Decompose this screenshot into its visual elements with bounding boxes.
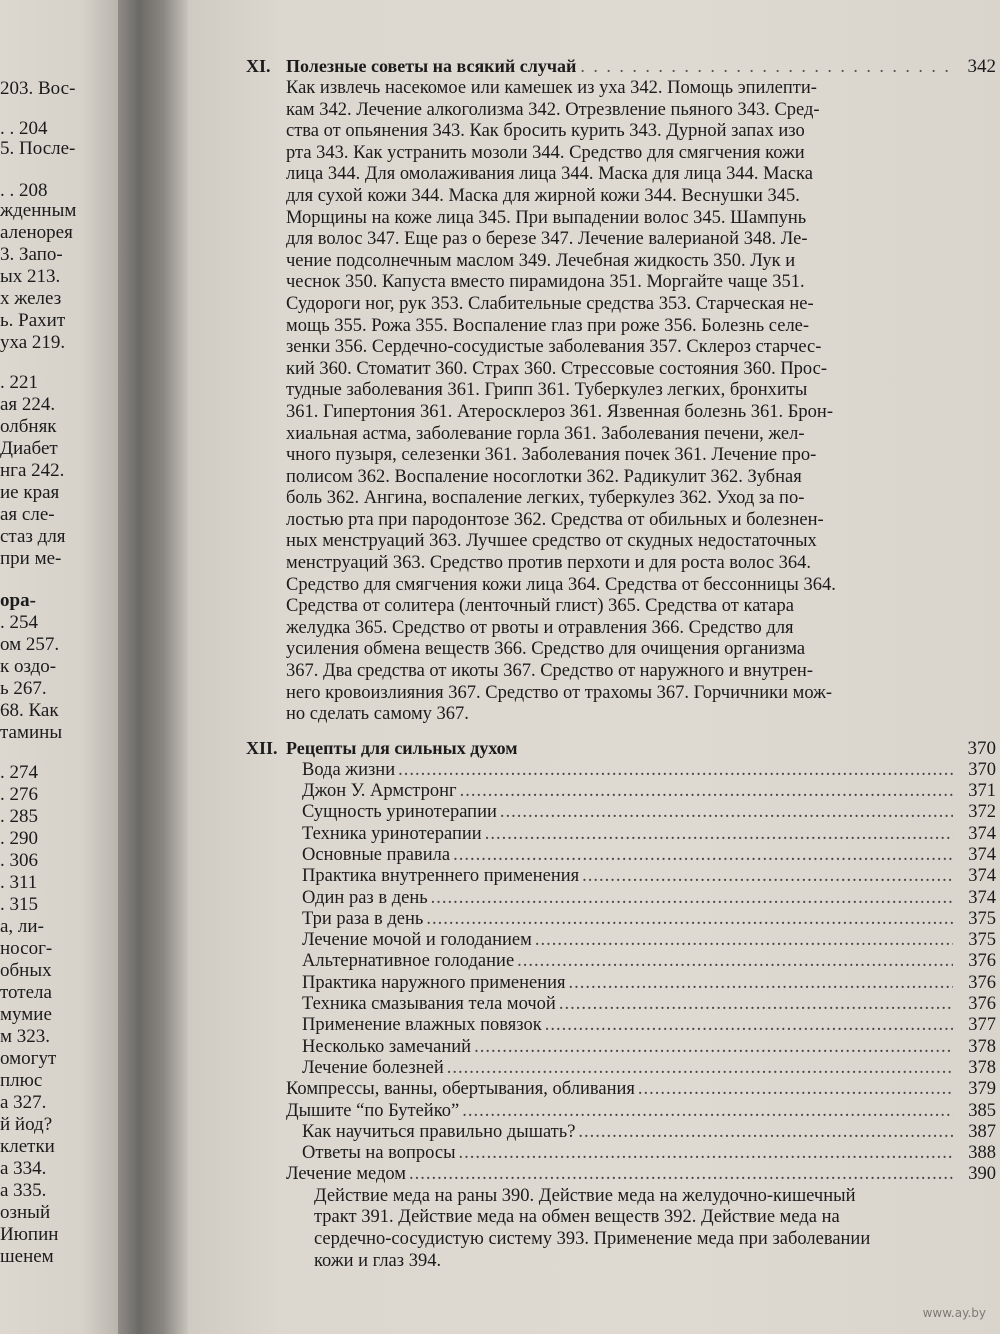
toc-entry[interactable] xyxy=(246,1101,996,1122)
left-page-fragment: ая сле- xyxy=(0,504,55,525)
chapter-xii-entries xyxy=(246,760,996,1186)
toc-entry-title: Компрессы, ванны, обертывания, обливания xyxy=(286,1079,635,1100)
left-page-fragment: ие края xyxy=(0,482,60,503)
left-page-fragment: жденным xyxy=(0,200,77,221)
left-page-fragment: . . 204 xyxy=(0,118,48,139)
toc-entry-page: 370 xyxy=(968,759,996,780)
toc-entry-page: 374 xyxy=(968,823,996,844)
toc-entry-page: 375 xyxy=(968,908,996,929)
leader-dots xyxy=(559,994,953,1015)
toc-entry-title: Альтернативное голодание xyxy=(302,951,515,972)
leader-dots xyxy=(453,845,953,866)
toc-entry-page: 378 xyxy=(968,1057,996,1078)
chapter-title: Полезные советы на всякий случай xyxy=(286,56,577,76)
left-page-fragment: ь 267. xyxy=(0,678,47,699)
left-page-fragment: 3. Запо- xyxy=(0,244,63,265)
toc-entry-title: Один раз в день xyxy=(302,887,428,908)
leader-dots xyxy=(500,802,953,823)
leader-dots xyxy=(569,973,953,994)
toc-entry[interactable] xyxy=(246,951,996,972)
toc-entry-page: 374 xyxy=(968,887,996,908)
chapter-xi-entries xyxy=(286,78,996,726)
toc-text-line: Средства от солитера (ленточный глист) 365. Средства от катара xyxy=(286,596,794,617)
leader-dots xyxy=(582,866,953,887)
toc-text-line: желудка 365. Средство от рвоты и отравления 366. Средство для xyxy=(286,617,794,638)
toc-entry-page: 376 xyxy=(968,994,996,1015)
leader-dots xyxy=(517,951,953,972)
toc-entry-title: Три раза в день xyxy=(302,908,424,929)
toc-text-line: боль 362. Ангина, воспаление легких, туберкулез 362. Уход за по- xyxy=(286,488,805,509)
toc-entry-title: Несколько замечаний xyxy=(302,1036,472,1057)
toc-entry[interactable] xyxy=(246,909,996,930)
chapter-number: XII. xyxy=(246,737,278,758)
watermark: www.ay.by xyxy=(922,1306,986,1320)
chapter-page: 370 xyxy=(967,737,996,759)
toc-text-line: Как извлечь насекомое или камешек из уха 342. Помощь эпилепти- xyxy=(286,78,817,98)
toc-entry[interactable] xyxy=(246,1164,996,1185)
toc-entry-page: 371 xyxy=(968,781,996,802)
leader-dots xyxy=(462,1101,953,1122)
left-page-fragment: Диабет xyxy=(0,438,58,459)
left-page-fragment: х желез xyxy=(0,288,62,309)
toc-entry-page: 390 xyxy=(968,1164,996,1185)
toc-entry-page: 374 xyxy=(968,845,996,865)
toc-entry-title: Как научиться правильно дышать? xyxy=(302,1121,576,1142)
toc-entry-title: Основные правила xyxy=(302,845,451,865)
left-page-fragment: озный xyxy=(0,1202,51,1223)
toc-text-line: Морщины на коже лица 345. При выпадении волос 345. Шампунь xyxy=(286,207,807,228)
toc-text-line: ства от опьянения 343. Как бросить курить 343. Дурной запах изо xyxy=(286,121,805,142)
left-page-fragment: . 290 xyxy=(0,828,38,849)
left-page-fragment: олбняк xyxy=(0,416,57,437)
toc-text-line: полисом 362. Воспаление носоглотки 362. Радикулит 362. Зубная xyxy=(286,466,802,487)
left-page-fragment: уха 219. xyxy=(0,332,66,353)
toc-text-line: чеснок 350. Капуста вместо пирамидона 351. Моргайте чаще 351. xyxy=(286,272,805,293)
toc-text-line: кий 360. Стоматит 360. Страх 360. Стрессовые состояния 360. Прос- xyxy=(286,358,828,379)
left-page-fragment: 5. После- xyxy=(0,138,76,159)
toc-entry-page: 374 xyxy=(968,866,996,887)
left-page-fragment: . 311 xyxy=(0,872,38,893)
left-page-fragment: ая 224. xyxy=(0,394,56,415)
toc-entry[interactable] xyxy=(246,781,996,802)
toc-entry[interactable] xyxy=(246,1037,996,1058)
leader-dots xyxy=(580,56,952,77)
left-page-fragment: 68. Как xyxy=(0,700,59,721)
toc-entry-title: Дышите “по Бутейко” xyxy=(286,1100,460,1121)
toc-entry-title: Вода жизни xyxy=(302,759,396,780)
toc-entry-page: 375 xyxy=(968,930,996,951)
toc-text-line: чение подсолнечным маслом 349. Лечебная жидкость 350. Лук и xyxy=(286,250,796,271)
toc-entry-page: 377 xyxy=(968,1015,996,1036)
toc-entry[interactable] xyxy=(246,994,996,1015)
left-page-fragment: . 221 xyxy=(0,372,38,393)
left-page-fragment: 203. Вос- xyxy=(0,78,76,99)
toc-entry[interactable] xyxy=(246,824,996,845)
left-page-fragment: . 274 xyxy=(0,762,38,783)
left-page-fragment: стаз для xyxy=(0,526,66,547)
left-page-fragment: а 335. xyxy=(0,1180,47,1201)
toc-entry[interactable] xyxy=(246,930,996,951)
toc-entry-title: Сущность уринотерапии xyxy=(302,802,497,823)
left-page-fragment: . 276 xyxy=(0,784,38,805)
left-page-fragment: а 327. xyxy=(0,1092,47,1113)
leader-dots xyxy=(474,1037,953,1058)
chapter-page: 342 xyxy=(967,56,996,77)
left-page-fragment: к оздо- xyxy=(0,656,57,677)
toc-entry[interactable] xyxy=(246,1015,996,1036)
toc-entry-page: 387 xyxy=(968,1121,996,1142)
left-page-fragment: . 306 xyxy=(0,850,38,871)
left-page-fragment: . . 208 xyxy=(0,180,48,201)
chapter-number: XI. xyxy=(246,56,271,76)
toc-text-line: менструаций 363. Средство против перхоти и для роста волос 364. xyxy=(286,553,812,574)
right-page xyxy=(188,0,1000,1334)
left-page-fragment: ых 213. xyxy=(0,266,61,287)
leader-dots xyxy=(485,824,953,845)
chapter-xii-heading xyxy=(246,738,996,760)
left-page-fragment: ора- xyxy=(0,590,36,611)
left-page-fragment: . 315 xyxy=(0,894,38,915)
toc-entry-page: 379 xyxy=(968,1079,996,1100)
toc-text-line: рта 343. Как устранить мозоли 344. Средство для смягчения кожи xyxy=(286,142,805,163)
toc-entry-title: Практика внутреннего применения xyxy=(302,866,580,887)
leader-dots xyxy=(638,1079,953,1100)
toc-entry-title: Ответы на вопросы xyxy=(302,1143,456,1164)
toc-entry-title: Лечение медом xyxy=(286,1164,407,1185)
toc-text-line: Судороги ног, рук 353. Слабительные средства 353. Старческая не- xyxy=(286,293,814,314)
left-page-fragment: . 254 xyxy=(0,612,38,633)
toc-entry[interactable] xyxy=(246,888,996,909)
leader-dots xyxy=(545,1015,953,1036)
toc-text-line: 361. Гипертония 361. Атеросклероз 361. Язвенная болезнь 361. Брон- xyxy=(286,401,833,422)
toc-text-line: 367. Два средства от икоты 367. Средство от наружного и внутрен- xyxy=(286,661,813,682)
left-page-fragment: при ме- xyxy=(0,548,62,569)
toc-text-line: Средство для смягчения кожи лица 364. Средства от бессонницы 364. xyxy=(286,574,836,595)
chapter-title: Рецепты для сильных духом xyxy=(286,737,518,758)
left-page-fragment: а 334. xyxy=(0,1158,47,1179)
chapter-xii-section xyxy=(246,738,996,1272)
leader-dots xyxy=(398,760,953,781)
toc-entry[interactable] xyxy=(246,866,996,887)
toc-entry[interactable] xyxy=(246,1143,996,1164)
left-page-fragment: мумие xyxy=(0,1004,52,1025)
chapter-xi-heading xyxy=(246,56,996,78)
toc-entry-title: Техника смазывания тела мочой xyxy=(302,994,556,1015)
toc-entry[interactable] xyxy=(246,802,996,823)
toc-text-line: лица 344. Для омолаживания лица 344. Маска для лица 344. Маска xyxy=(286,164,813,185)
toc-text-line: ных менструаций 363. Лучшее средство от скудных недостаточных xyxy=(286,531,817,552)
toc-entry-title: Практика наружного применения xyxy=(302,972,566,993)
toc-entry[interactable] xyxy=(246,1058,996,1079)
toc-entry-page: 376 xyxy=(968,972,996,993)
toc-entry[interactable] xyxy=(246,760,996,781)
toc-text-line: кожи и глаз 394. xyxy=(314,1250,442,1271)
leader-dots xyxy=(459,1143,953,1164)
toc-text-line: тракт 391. Действие меда на обмен веществ 392. Действие меда на xyxy=(314,1207,840,1228)
left-page xyxy=(0,0,118,1334)
left-page-fragment: тотела xyxy=(0,982,52,1003)
left-page-fragment: шенем xyxy=(0,1246,54,1267)
left-page-fragment: клетки xyxy=(0,1136,55,1157)
toc-entry[interactable] xyxy=(246,1079,996,1100)
toc-text-line: сердечно-сосудистую систему 393. Применение меда при заболевании xyxy=(314,1228,871,1249)
toc-text-line: для сухой кожи 344. Маска для жирной кожи 344. Веснушки 345. xyxy=(286,185,800,206)
left-page-fragment: м 323. xyxy=(0,1026,51,1047)
left-page-fragment: ом 257. xyxy=(0,634,60,655)
toc-entry-page: 385 xyxy=(968,1100,996,1121)
toc-text-line: зенки 356. Сердечно-сосудистые заболевания 357. Склероз старчес- xyxy=(286,337,822,358)
leader-dots xyxy=(431,888,953,909)
left-page-fragment: плюс xyxy=(0,1070,43,1091)
toc-content xyxy=(246,56,996,1272)
toc-entry-title: Применение влажных повязок xyxy=(302,1015,542,1036)
left-page-fragment: тамины xyxy=(0,722,63,743)
toc-text-line: хиальная астма, заболевание горла 361. Заболевания печени, жел- xyxy=(286,423,805,444)
honey-entries xyxy=(314,1186,996,1272)
left-page-fragment: . 285 xyxy=(0,806,38,827)
toc-entry-title: Техника уринотерапии xyxy=(302,823,482,844)
left-page-fragment: аленорея xyxy=(0,222,73,243)
left-page-fragment: ь. Рахит xyxy=(0,310,66,331)
toc-entry-title: Лечение мочой и голоданием xyxy=(302,930,532,951)
left-page-fragment: обных xyxy=(0,960,52,981)
toc-text-line: Действие меда на раны 390. Действие меда на желудочно-кишечный xyxy=(314,1185,856,1206)
toc-entry[interactable] xyxy=(246,973,996,994)
left-page-fragment: нга 242. xyxy=(0,460,65,481)
left-page-fragment: й йод? xyxy=(0,1114,53,1135)
leader-dots xyxy=(426,909,953,930)
leader-dots xyxy=(578,1122,953,1143)
leader-dots xyxy=(460,781,953,802)
left-page-fragment: а, ли- xyxy=(0,916,44,937)
leader-dots xyxy=(447,1058,953,1079)
toc-text-line: мощь 355. Рожа 355. Воспаление глаз при роже 356. Болезнь селе- xyxy=(286,315,810,336)
leader-dots xyxy=(409,1164,953,1185)
toc-text-line: него кровоизлияния 367. Средство от трахомы 367. Горчичники мож- xyxy=(286,682,833,703)
toc-text-line: для волос 347. Еще раз о березе 347. Лечение валерианой 348. Ле- xyxy=(286,229,808,250)
left-page-fragment: Июпин xyxy=(0,1224,59,1245)
book-gutter xyxy=(118,0,188,1334)
toc-entry-page: 376 xyxy=(968,951,996,972)
toc-entry[interactable] xyxy=(246,1122,996,1143)
toc-entry[interactable] xyxy=(246,845,996,866)
toc-text-line: лостью рта при пародонтозе 362. Средства от обильных и болезнен- xyxy=(286,509,824,530)
toc-entry-title: Джон У. Армстронг xyxy=(302,781,457,802)
left-page-fragment: носог- xyxy=(0,938,53,959)
toc-text-line: тудные заболевания 361. Грипп 361. Туберкулез легких, бронхиты xyxy=(286,380,808,401)
toc-entry-page: 388 xyxy=(968,1143,996,1164)
toc-entry-page: 372 xyxy=(968,802,996,823)
leader-dots xyxy=(535,930,953,951)
toc-entry-title: Лечение болезней xyxy=(302,1057,444,1078)
toc-text-line: чного пузыря, селезенки 361. Заболевания почек 361. Лечение про- xyxy=(286,445,817,466)
toc-text-line: но сделать самому 367. xyxy=(286,704,469,725)
toc-text-line: усиления обмена веществ 366. Средство для очищения организма xyxy=(286,639,806,660)
toc-text-line: кам 342. Лечение алкоголизма 342. Отрезвление пьяного 343. Сред- xyxy=(286,99,820,120)
left-page-fragment: омогут xyxy=(0,1048,57,1069)
toc-entry-page: 378 xyxy=(968,1036,996,1057)
